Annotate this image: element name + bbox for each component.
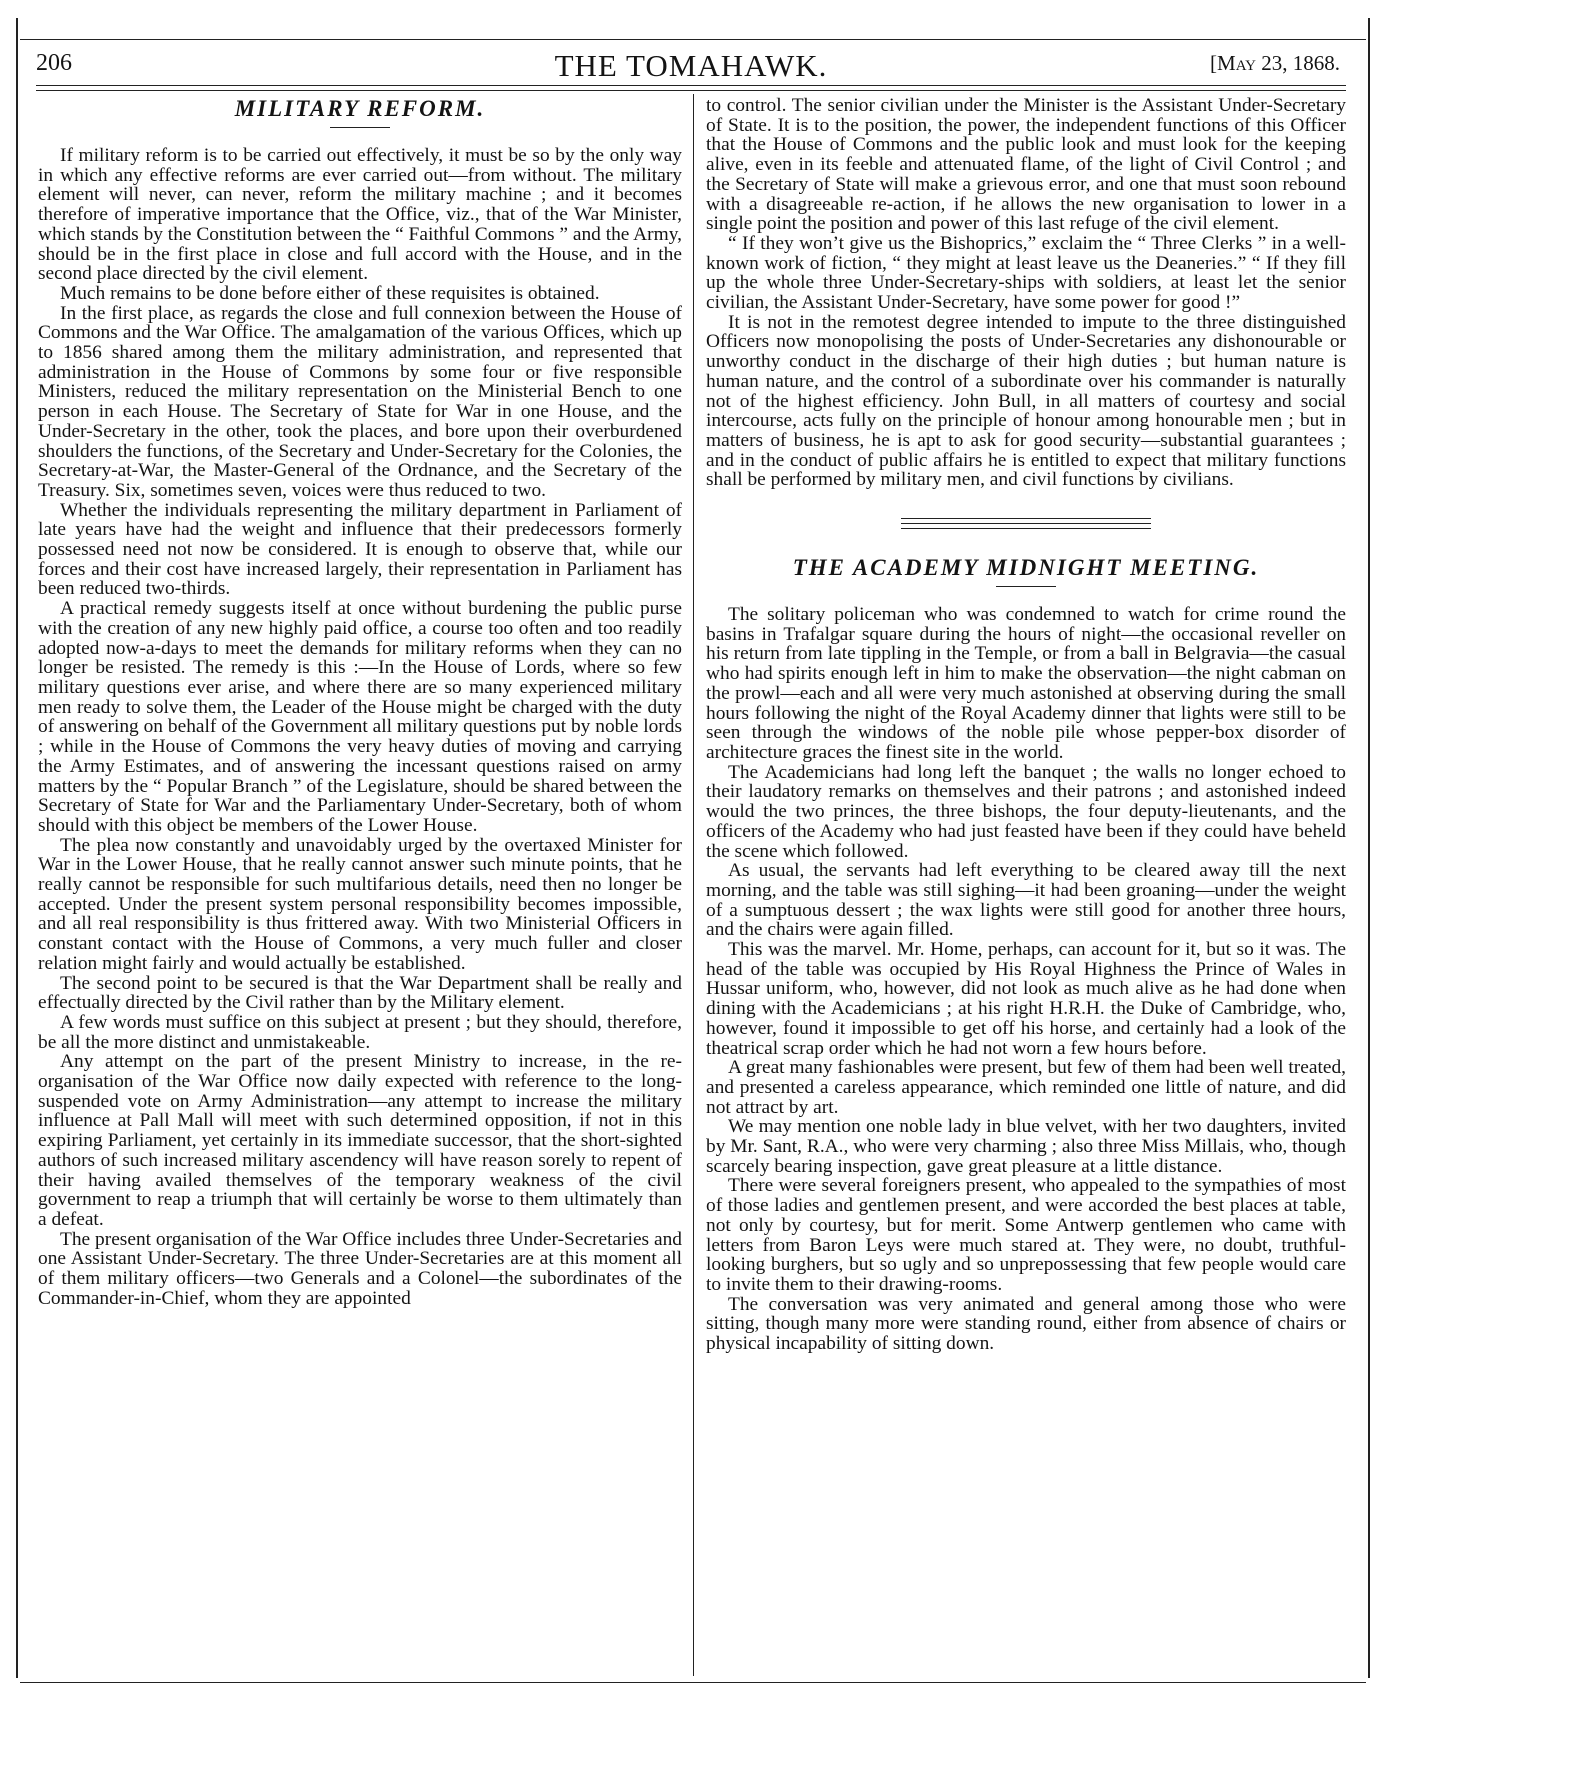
- publication-title: THE TOMAHAWK.: [554, 48, 828, 83]
- paragraph: The plea now constantly and unavoidably urged by the overtaxed Minister for War in the Lower House, that he really cannot answer such minute points, that he really cannot be responsible for such multifarious details, need then no longer be accepted. Under the present system personal responsibility becomes impossible, and all real responsibility is thus frittered away. With two Ministerial Officers in constant contact with the House of Commons, a very much fuller and closer relation might fairly and would actually be established.: [38, 834, 682, 974]
- paragraph: The solitary policeman who was condemned to watch for crime round the basins in Trafalgar square during the hours of night—the occasional reveller on his return from late tippling in the Temple, or from a ball in Belgravia—the casual who had spirits enough left in him to make the observation—the night cabman on the prowl—each and all were very much astonished at observing during the small hours following the night of the Royal Academy dinner that lights were still to be seen through the windows of the noble pile whose pepper-box disorder of architecture graces the finest site in the world.: [706, 604, 1346, 763]
- paragraph-continued: to control. The senior civilian under the Minister is the Assistant Under-Secretary of State. It is to the position, the power, the independent functions of this Officer that the House of Commons and the public look and must look for the keeping alive, even in its feeble and attenuated flame, of the light of Civil Control ; and the Secretary of State will make a grievous error, and one that must soon rebound with a disagreeable re-action, if he allows the new organisation to lower in a single point the position and power of this last refuge of the civil element.: [706, 95, 1346, 235]
- section-separator: [901, 518, 1151, 529]
- paragraph: A practical remedy suggests itself at once without burdening the public purse with the creation of any new highly paid office, a course too often and too readily adopted now-a-days to meet the demands for military reforms when they can no longer be resisted. The remedy is this :—In the House of Lords, where so few military questions ever arise, and where there are so many experienced military men ready to solve them, the Leader of the House might be charged with the duty of answering on behalf of the Government all military questions put by noble lords ; while in the House of Commons the very heavy duties of moving and carrying the Army Estimates, and of answering the incessant questions raised on army matters by the “ Popular Branch ” of the Legislature, should be shared between the Secretary of State for War and the Parliamentary Under-Secretary, both of whom should with this object be members of the Lower House.: [38, 598, 682, 836]
- paragraph: A few words must suffice on this subject at present ; but they should, therefore, be all the more distinct and unmistakeable.: [38, 1011, 682, 1053]
- top-rule: [20, 39, 1366, 40]
- paragraph: We may mention one noble lady in blue velvet, with her two daughters, invited by Mr. Sant, R.A., who were very charming ; also three Miss Millais, who, though scarcely bearing inspection, gave great pleasure at a little distance.: [706, 1116, 1346, 1177]
- title-underline: [330, 127, 390, 128]
- bottom-rule: [20, 1682, 1366, 1683]
- paragraph: It is not in the remotest degree intended to impute to the three distinguished Officers now monopolising the posts of Under-Secretaries any dishonourable or unworthy conduct in the discharge of their high duties ; but human nature is human nature, and the control of a subordinate over his commander is naturally not of the highest efficiency. John Bull, in all matters of courtesy and social intercourse, acts fully on the principle of honour among honourable men ; but in matters of business, he is apt to ask for good security—substantial guarantees ; and in the conduct of public affairs he is entitled to expect that military functions shall be performed by military men, and civil functions by civilians.: [706, 311, 1346, 491]
- header-rule-lower: [36, 90, 1346, 91]
- paragraph: A great many fashionables were present, but few of them had been well treated, and presented a careless appearance, which reminded one little of nature, and did not attract by art.: [706, 1057, 1346, 1118]
- header-rule-upper: [36, 85, 1346, 86]
- page-number: 206: [36, 50, 72, 76]
- page-header: [36, 48, 1346, 83]
- paragraph: As usual, the servants had left everything to be cleared away till the next morning, and the table was still sighing—it had been groaning—under the weight of a sumptuous dessert ; the wax lights were still good for another three hours, and the chairs were again filled.: [706, 860, 1346, 941]
- article-title-military-reform: MILITARY REFORM.: [234, 96, 486, 121]
- paragraph: The present organisation of the War Office includes three Under-Secretaries and one Assistant Under-Secretary. The three Under-Secretaries are at this moment all of them military officers—two Generals and a Colonel—the subordinates of the Commander-in-Chief, whom they are appointed: [38, 1228, 682, 1309]
- paragraph: If military reform is to be carried out effectively, it must be so by the only way in which any effective reforms are ever carried out—from without. The military element will never, can never, reform the military machine ; and it becomes therefore of imperative importance that the Office, viz., that of the War Minister, which stands by the Constitution between the “ Faithful Commons ” and the Army, should be in the first place in close and full accord with the House, and in the second place directed by the civil element.: [38, 145, 682, 285]
- paragraph: Much remains to be done before either of these requisites is obtained.: [60, 282, 600, 304]
- left-column: [38, 96, 682, 1308]
- paragraph: “ If they won’t give us the Bishoprics,” exclaim the “ Three Clerks ” in a well-known work of fiction, “ they might at least leave us the Deaneries.” “ If they fill up the whole three Under-Secretary-ships with soldiers, at least let the senior civilian, the Assistant Under-Secretary, have some power for good !”: [706, 232, 1346, 314]
- paragraph: The Academicians had long left the banquet ; the walls no longer echoed to their laudatory remarks on themselves and their patrons ; and astonished indeed would the two princes, the three bishops, the four deputy-lieutenants, and the officers of the Academy who had just feasted have been if they could have beheld the scene which followed.: [706, 761, 1346, 862]
- paragraph: In the first place, as regards the close and full connexion between the House of Commons and the War Office. The amalgamation of the various Offices, which up to 1856 shared among them the military administration, and represented that administration in the House of Commons by some four or five responsible Ministers, reduced the military representation on the Ministerial Bench to one person in each House. The Secretary of State for War in one House, and the Under-Secretary in the other, took the places, and bore upon their overburdened shoulders the functions, of the Secretary and Under-Secretary for the Colonies, the Secretary-at-War, the Master-General of the Ordnance, and the Secretary of the Treasury. Six, sometimes seven, voices were thus reduced to two.: [38, 302, 682, 501]
- right-column: [706, 96, 1346, 1354]
- paragraph: The second point to be secured is that the War Department shall be really and effectually directed by the Civil rather than by the Military element.: [38, 972, 682, 1014]
- column-divider: [693, 94, 694, 1676]
- article-title-academy-midnight-meeting: THE ACADEMY MIDNIGHT MEETING.: [792, 555, 1260, 581]
- paragraph: The conversation was very animated and general among those who were sitting, though many more were standing round, either from absence of chairs or physical incapability of sitting down.: [706, 1293, 1346, 1355]
- paragraph: There were several foreigners present, who appealed to the sympathies of most of those ladies and gentlemen present, and were accorded the best places at table, not only by courtesy, but for merit. Some Antwerp gentlemen who came with letters from Baron Leys were much stared at. They were, no doubt, truthful-looking burghers, but so ugly and so unprepossessing that few people would care to invite them to their drawing-rooms.: [706, 1175, 1346, 1295]
- paragraph: Whether the individuals representing the military department in Parliament of late years have had the weight and influence that their predecessors formerly possessed need not now be considered. It is enough to observe that, while our forces and their cost have increased largely, their representation in Parliament has been reduced two-thirds.: [38, 499, 682, 600]
- paragraph: This was the marvel. Mr. Home, perhaps, can account for it, but so it was. The head of the table was occupied by His Royal Highness the Prince of Wales in Hussar uniform, who, however, did not look as much alive as he had done when dining with the Academicians ; at his right H.R.H. the Duke of Cambridge, who, however, found it impossible to get off his horse, and certainly had a look of the theatrical scrap order which he had not worn a few hours before.: [706, 939, 1346, 1059]
- issue-date: [May 23, 1868.: [1210, 51, 1340, 75]
- paragraph: Any attempt on the part of the present Ministry to increase, in the re-organisation of the War Office now daily expected with reference to the long-suspended vote on Army Administration—any attempt to increase the military influence at Pall Mall will meet with such determined opposition, if not in this expiring Parliament, yet certainly in its immediate successor, that the short-sighted authors of such increased military ascendency will have reason sorely to repent of their having availed themselves of the temporary weakness of the civil government to reap a triumph that will certainly be worse to them ultimately than a defeat.: [38, 1051, 682, 1230]
- title-underline: [996, 586, 1056, 587]
